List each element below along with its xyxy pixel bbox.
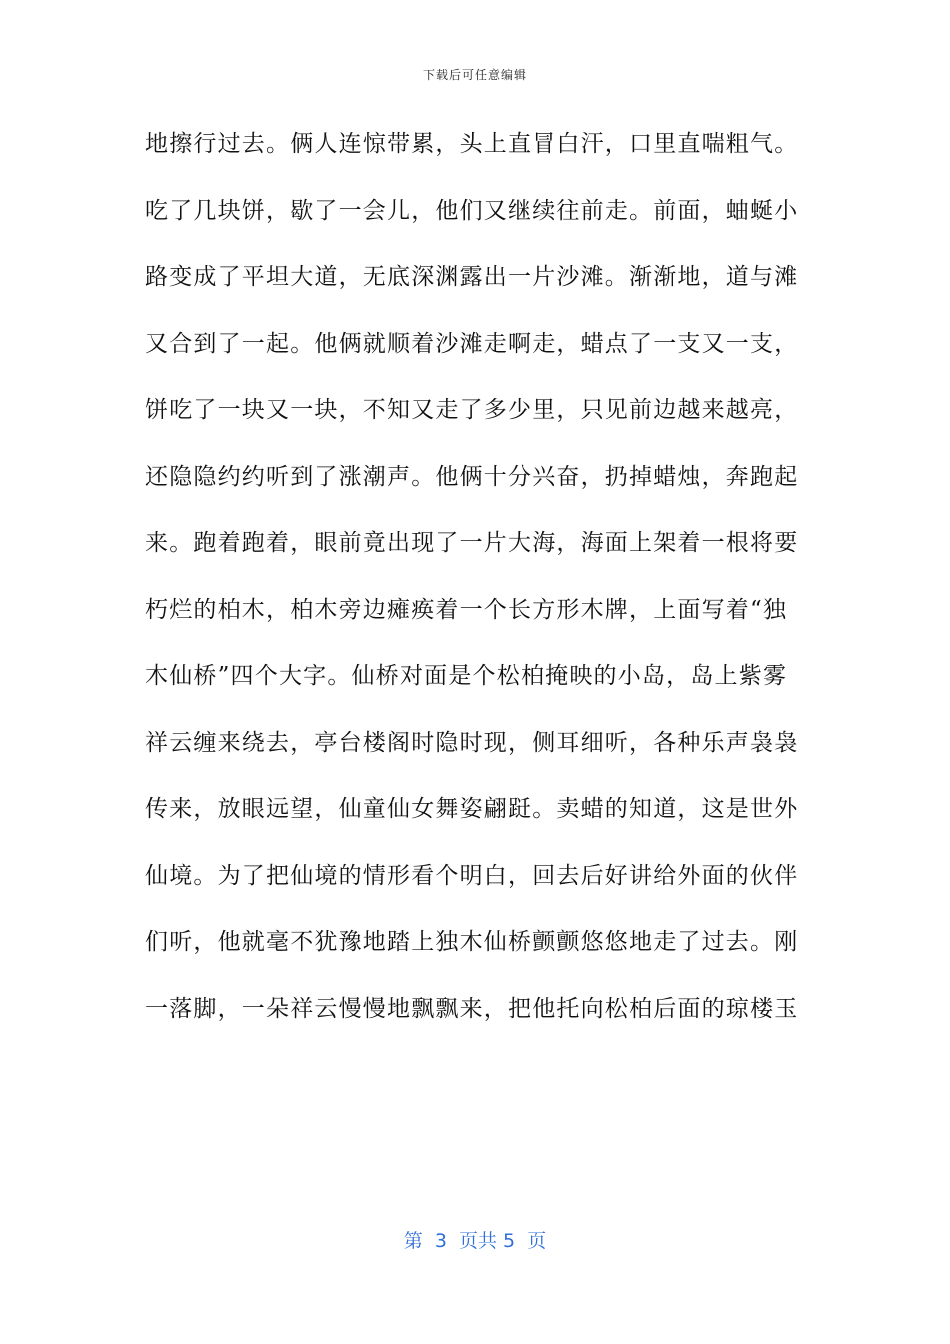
text-line: 朽烂的柏木，柏木旁边瘫痪着一个长方形木牌，上面写着“独 xyxy=(145,596,788,623)
text-line: 传来，放眼远望，仙童仙女舞姿翩跹。卖蜡的知道，这是世外 xyxy=(145,796,799,822)
text-line: 们听，他就毫不犹豫地踏上独木仙桥颤颤悠悠地走了过去。刚 xyxy=(145,929,799,955)
text-line: 又合到了一起。他俩就顺着沙滩走啊走，蜡点了一支又一支， xyxy=(145,330,799,357)
text-line: 祥云缠来绕去，亭台楼阁时隐时现，侧耳细听，各种乐声袅袅 xyxy=(145,729,799,756)
text-line: 吃了几块饼，歇了一会儿，他们又继续往前走。前面，蚰蜒小 xyxy=(145,197,799,224)
text-line: 木仙桥”四个大字。仙桥对面是个松柏掩映的小岛，岛上紫雾 xyxy=(145,663,788,689)
text-line: 还隐隐约约听到了涨潮声。他俩十分兴奋，扔掉蜡烛，奔跑起 xyxy=(145,463,799,490)
text-line: 一落脚，一朵祥云慢慢地飘飘来，把他托向松柏后面的琼楼玉 xyxy=(145,995,799,1022)
text-line: 饼吃了一块又一块，不知又走了多少里，只见前边越来越亮， xyxy=(145,397,799,423)
document-body xyxy=(145,124,805,1055)
text-line: 地擦行过去。俩人连惊带累，头上直冒白汗，口里直喘粗气。 xyxy=(145,131,799,157)
text-line: 来。跑着跑着，眼前竟出现了一片大海，海面上架着一根将要 xyxy=(145,530,799,556)
page-number-footer: 第 3 页共 5 页 xyxy=(403,1230,547,1252)
page-header: 下载后可任意编辑 xyxy=(422,68,527,82)
text-line: 路变成了平坦大道，无底深渊露出一片沙滩。渐渐地，道与滩 xyxy=(145,264,799,290)
text-line: 仙境。为了把仙境的情形看个明白，回去后好讲给外面的伙伴 xyxy=(145,862,799,889)
